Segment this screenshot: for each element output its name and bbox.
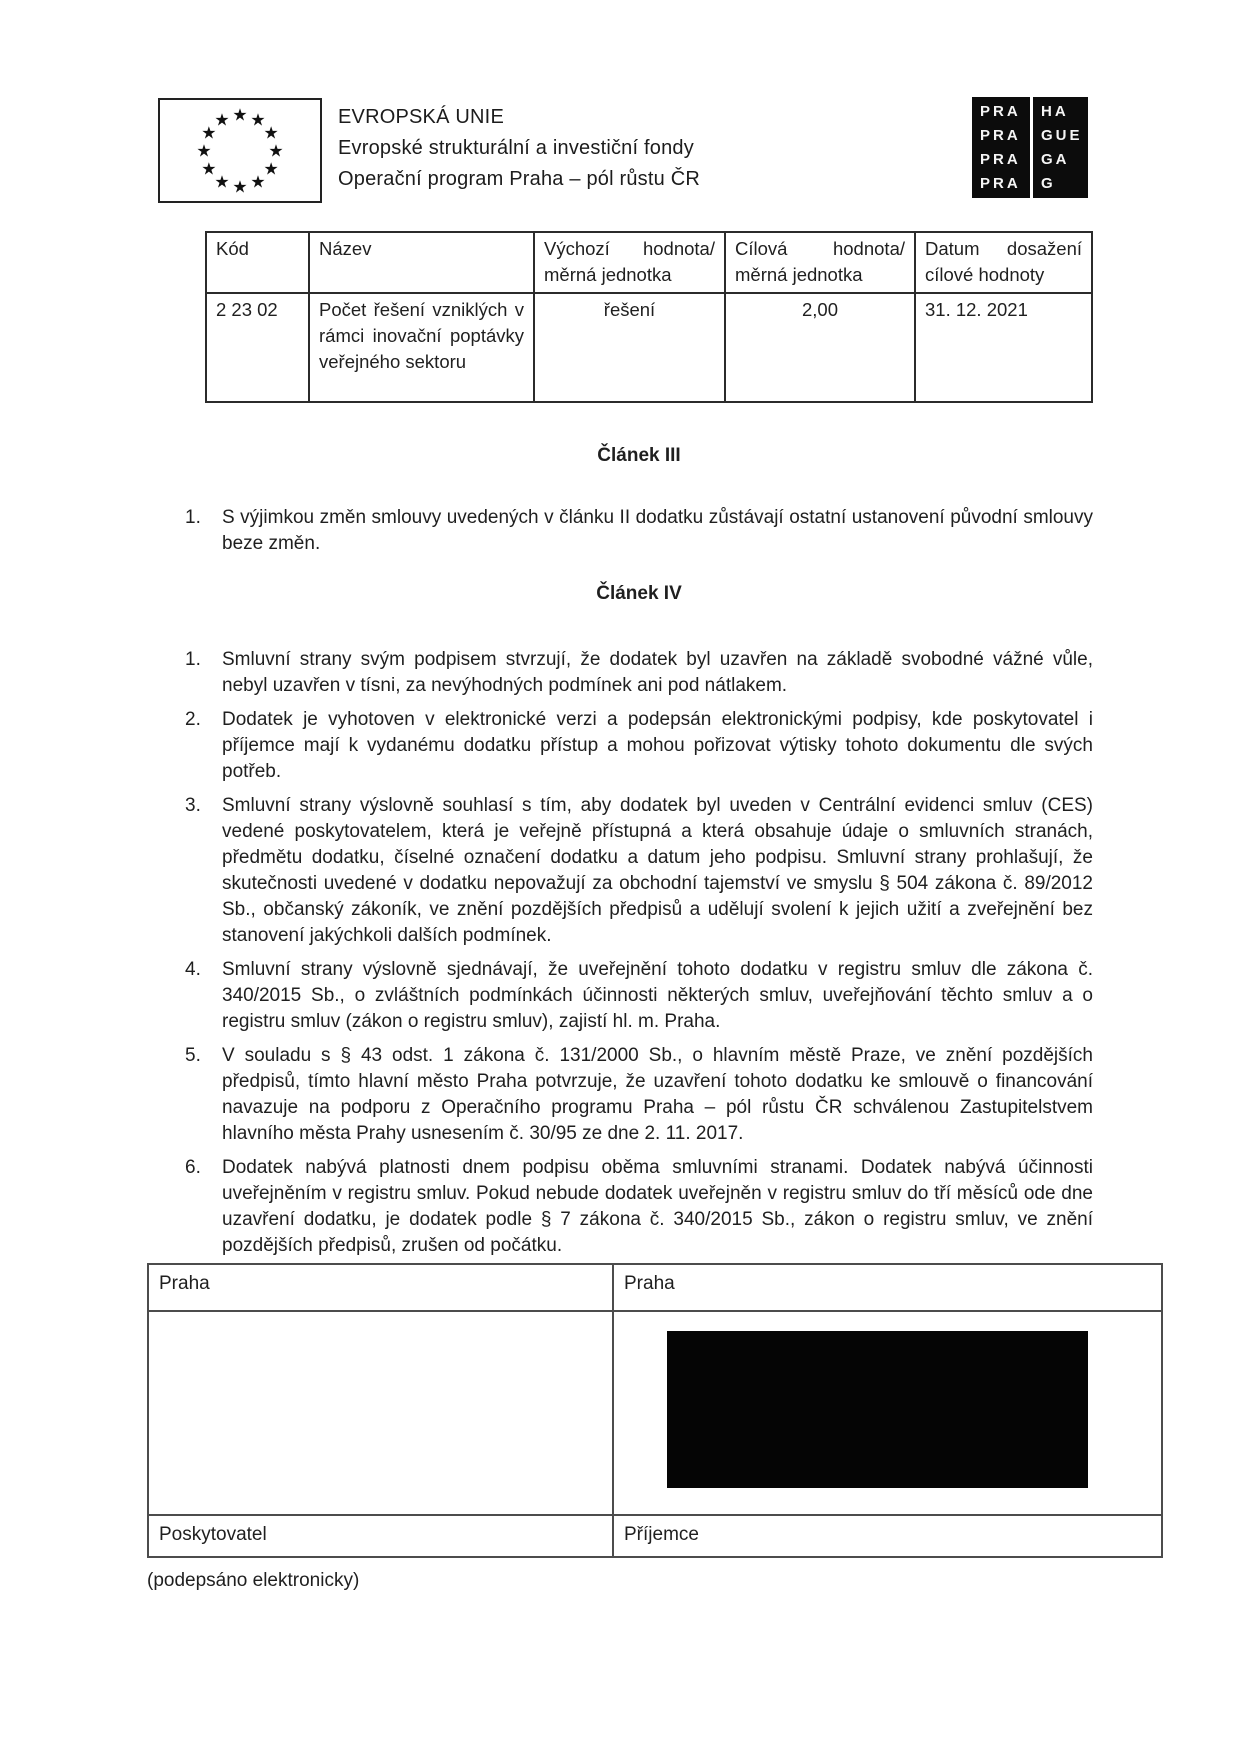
signature-table <box>147 1263 1163 1558</box>
praha-logo-text: PRA <box>980 150 1021 168</box>
article-4-item-3 <box>185 793 1093 949</box>
article-4-item-5 <box>185 1043 1093 1147</box>
article-4-item-2 <box>185 707 1093 785</box>
signature-area-row <box>148 1311 1162 1515</box>
item-text: V souladu s § 43 odst. 1 zákona č. 131/2000 Sb., o hlavním městě Praze, ve znění pozdějších předpisů, tímto hlavní město Praha potvrzuje, že uzavření tohoto dodatku ke smlouvě o financování navazuje na podporu z Operačního programu Praha – pól růstu ČR schválenou Zastupitelstvem hlavního města Prahy usnesením č. 30/95 ze dne 2. 11. 2017. <box>222 1045 1093 1144</box>
article-4-item-1 <box>185 647 1093 699</box>
eu-star-icon: ★ <box>250 172 266 192</box>
item-number: 1. <box>185 507 201 528</box>
item-text: S výjimkou změn smlouvy uvedených v článku II dodatku zůstávají ostatní ustanovení původní smlouvy beze změn. <box>222 507 1093 554</box>
eu-star-icon: ★ <box>250 109 266 129</box>
eu-text-line3: Operační program Praha – pól růstu ČR <box>338 168 701 190</box>
signature-area-right <box>613 1311 1162 1515</box>
signature-city-left: Praha <box>148 1264 613 1311</box>
eu-star-icon: ★ <box>232 177 248 196</box>
praha-logo-text: HA <box>1041 102 1069 120</box>
praha-logo-right-column <box>1033 97 1088 198</box>
item-number: 3. <box>185 795 201 816</box>
eu-star-icon: ★ <box>268 141 284 160</box>
eu-text-line2: Evropské strukturální a investiční fondy <box>338 137 694 159</box>
metrics-cell-code: 2 23 02 <box>206 293 309 402</box>
page-header <box>158 97 1088 203</box>
eu-star-icon: ★ <box>201 123 217 142</box>
article-4-item-4 <box>185 957 1093 1035</box>
item-text: Dodatek nabývá platnosti dnem podpisu oběma smluvními stranami. Dodatek nabývá účinnosti uveřejněním v registru smluv. Pokud nebude dodatek uveřejněn v registru smluv do tří měsíců ode dne uzavření dodatku, je dodatek podle § 7 zákona č. 340/2015 Sb., zákon o registru smluv, ve znění pozdějších předpisů, zrušen od počátku. <box>222 1157 1093 1256</box>
redacted-signature-block <box>667 1331 1088 1488</box>
eu-stars-circle <box>160 100 320 201</box>
signature-role-right: Příjemce <box>613 1515 1162 1557</box>
item-text: Smluvní strany výslovně souhlasí s tím, aby dodatek byl uveden v Centrální evidenci smluv (CES) vedené poskytovatelem, která je veřejně přístupná a která obsahuje údaje o smluvních stranách, předmětu dodatku, číselné označení dodatku a datum jeho podpisu. Smluvní strany prohlašují, že skutečnosti uvedené v dodatku nepovažují za obchodní tajemství ve smyslu § 504 zákona č. 89/2012 Sb., občanský zákoník, ve znění pozdějších předpisů a udělují svolení k jejich užití a zveřejnění bez stanovení jakýchkoli dalších podmínek. <box>222 795 1093 946</box>
eu-star-icon: ★ <box>201 159 217 178</box>
metrics-header-date: Datum dosažení cílové hodnoty <box>915 232 1092 293</box>
praha-logo-text: PRA <box>980 174 1021 192</box>
metrics-header-name: Název <box>309 232 534 293</box>
articles-content <box>185 443 1093 1267</box>
eu-star-icon: ★ <box>263 123 279 142</box>
eu-program-text <box>338 102 700 195</box>
article-3-item-1 <box>185 505 1093 557</box>
praha-city-logo <box>972 97 1088 198</box>
eu-star-icon: ★ <box>196 141 212 160</box>
metrics-header-initial: Výchozí hodnota/ měrná jednotka <box>534 232 725 293</box>
eu-star-icon: ★ <box>214 172 230 192</box>
item-number: 4. <box>185 959 201 980</box>
signed-electronically-note: (podepsáno elektronicky) <box>147 1570 360 1591</box>
article-4-item-6 <box>185 1155 1093 1259</box>
signature-role-row <box>148 1515 1162 1557</box>
signature-area-left <box>148 1311 613 1515</box>
metrics-cell-initial: řešení <box>534 293 725 402</box>
metrics-cell-name: Počet řešení vzniklých v rámci inovační poptávky veřejného sektoru <box>309 293 534 402</box>
eu-star-icon: ★ <box>263 159 279 178</box>
item-number: 2. <box>185 709 201 730</box>
eu-star-icon: ★ <box>214 109 230 129</box>
item-number: 5. <box>185 1045 201 1066</box>
signature-city-right: Praha <box>613 1264 1162 1311</box>
praha-logo-text: G <box>1041 174 1056 192</box>
metrics-data-row <box>206 293 1092 402</box>
eu-flag-logo <box>158 98 322 203</box>
praha-logo-left-column <box>972 97 1030 198</box>
article-4-title: Článek IV <box>596 583 682 604</box>
signature-role-left: Poskytovatel <box>148 1515 613 1557</box>
item-number: 6. <box>185 1157 201 1178</box>
praha-logo-text: PRA <box>980 102 1021 120</box>
metrics-header-row <box>206 232 1092 293</box>
signature-city-row <box>148 1264 1162 1311</box>
praha-logo-text: GUE <box>1041 126 1083 144</box>
praha-logo-text: GA <box>1041 150 1070 168</box>
item-number: 1. <box>185 649 201 670</box>
article-3-title: Článek III <box>597 445 681 466</box>
metrics-table <box>205 231 1093 403</box>
metrics-cell-date: 31. 12. 2021 <box>915 293 1092 402</box>
item-text: Smluvní strany výslovně sjednávají, že uveřejnění tohoto dodatku v registru smluv dle zákona č. 340/2015 Sb., o zvláštních podmínkách účinnosti některých smluv, uveřejňování těchto smluv a o registru smluv (zákon o registru smluv), zajistí hl. m. Praha. <box>222 959 1093 1032</box>
eu-star-icon: ★ <box>232 105 248 124</box>
eu-text-line1: EVROPSKÁ UNIE <box>338 106 504 128</box>
praha-logo-text: PRA <box>980 126 1021 144</box>
item-text: Dodatek je vyhotoven v elektronické verzi a podepsán elektronickými podpisy, kde poskytovatel i příjemce mají k vydanému dodatku přístup a mohou pořizovat výtisky tohoto dokumentu dle svých potřeb. <box>222 709 1093 782</box>
item-text: Smluvní strany svým podpisem stvrzují, že dodatek byl uzavřen na základě svobodné vážné vůle, nebyl uzavřen v tísni, za nevýhodných podmínek ani pod nátlakem. <box>222 649 1093 696</box>
metrics-header-target: Cílová hodnota/ měrná jednotka <box>725 232 915 293</box>
metrics-cell-target: 2,00 <box>725 293 915 402</box>
metrics-header-code: Kód <box>206 232 309 293</box>
